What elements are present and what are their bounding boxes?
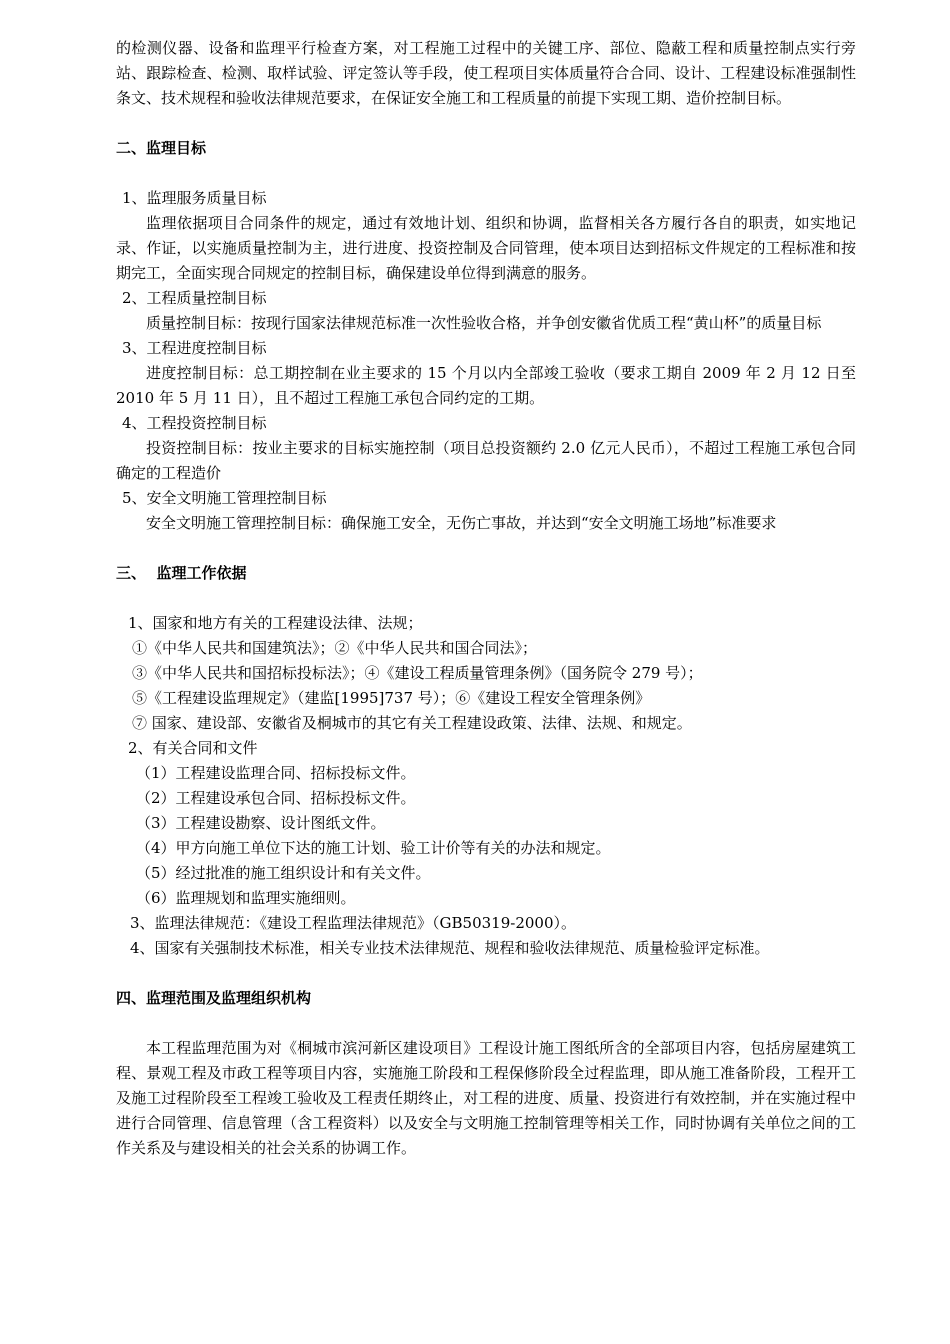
basis-item-4: 4、国家有关强制技术标准，相关专业技术法律规范、规程和验收法律规范、质量检验评定标准。: [130, 939, 770, 957]
doc-line: （2）工程建设承包合同、招标投标文件。: [136, 789, 416, 807]
goal-label: 3、工程进度控制目标: [122, 339, 267, 357]
goal-text: 投资控制目标：按业主要求的目标实施控制（项目总投资额约 2.0 亿元人民币），不超过工程施工承包合同确定的工程造价: [116, 439, 856, 482]
section-heading-basis: 三、 监理工作依据: [116, 564, 247, 582]
section-heading-goals: 二、监理目标: [116, 139, 207, 157]
law-line: ①《中华人民共和国建筑法》；②《中华人民共和国合同法》；: [132, 639, 538, 657]
doc-line: （4）甲方向施工单位下达的施工计划、验工计价等有关的办法和规定。: [136, 839, 611, 857]
doc-line: （5）经过批准的施工组织设计和有关文件。: [136, 864, 431, 882]
document-page: [116, 36, 856, 1161]
doc-line: （1）工程建设监理合同、招标投标文件。: [136, 764, 416, 782]
goal-label: 4、工程投资控制目标: [122, 414, 267, 432]
basis-item-1: 1、国家和地方有关的工程建设法律、法规；: [128, 614, 423, 632]
law-line: ⑤《工程建设监理规定》（建监[1995]737 号）；⑥《建设工程安全管理条例》: [132, 689, 651, 707]
goal-text: 监理依据项目合同条件的规定，通过有效地计划、组织和协调，监督相关各方履行各自的职责，如实地记录、作证，以实施质量控制为主，进行进度、投资控制及合同管理，使本项目达到招标文件规定的工程标准和按期完工，全面实现合同规定的控制目标，确保建设单位得到满意的服务。: [116, 214, 856, 282]
scope-paragraph: 本工程监理范围为对《桐城市滨河新区建设项目》工程设计施工图纸所含的全部项目内容，包括房屋建筑工程、景观工程及市政工程等项目内容，实施施工阶段和工程保修阶段全过程监理，即从施工准备阶段，工程开工及施工过程阶段至工程竣工验收及工程责任期终止，对工程的进度、质量、投资进行有效控制，并在实施过程中进行合同管理、信息管理（含工程资料）以及安全与文明施工控制管理等相关工作，同时协调有关单位之间的工作关系及与建设相关的社会关系的协调工作。: [116, 1039, 856, 1157]
doc-line: （3）工程建设勘察、设计图纸文件。: [136, 814, 386, 832]
goal-label: 2、工程质量控制目标: [122, 289, 267, 307]
law-line: ⑦ 国家、建设部、安徽省及桐城市的其它有关工程建设政策、法律、法规、和规定。: [132, 714, 692, 732]
law-line: ③《中华人民共和国招标投标法》；④《建设工程质量管理条例》（国务院令 279 号）；: [132, 664, 703, 682]
goal-text: 质量控制目标：按现行国家法律规范标准一次性验收合格，并争创安徽省优质工程“黄山杯”的质量目标: [146, 314, 822, 332]
basis-item-3: 3、监理法律规范：《建设工程监理法律规范》（GB50319-2000）。: [130, 914, 577, 932]
doc-line: （6）监理规划和监理实施细则。: [136, 889, 356, 907]
goal-text: 进度控制目标：总工期控制在业主要求的 15 个月以内全部竣工验收（要求工期自 2009 年 2 月 12 日至 2010 年 5 月 11 日），且不超过工程施工承包合同约定的工期。: [116, 364, 856, 407]
section-heading-scope: 四、监理范围及监理组织机构: [116, 989, 312, 1007]
goal-text: 安全文明施工管理控制目标：确保施工安全，无伤亡事故，并达到“安全文明施工场地”标准要求: [146, 514, 777, 532]
goal-label: 5、安全文明施工管理控制目标: [122, 489, 327, 507]
goal-label: 1、监理服务质量目标: [122, 189, 267, 207]
basis-item-2: 2、有关合同和文件: [128, 739, 258, 757]
intro-paragraph: 的检测仪器、设备和监理平行检查方案，对工程施工过程中的关键工序、部位、隐蔽工程和质量控制点实行旁站、跟踪检查、检测、取样试验、评定签认等手段，使工程项目实体质量符合合同、设计、工程建设标准强制性条文、技术规程和验收法律规范要求，在保证安全施工和工程质量的前提下实现工期、造价控制目标。: [116, 39, 856, 107]
